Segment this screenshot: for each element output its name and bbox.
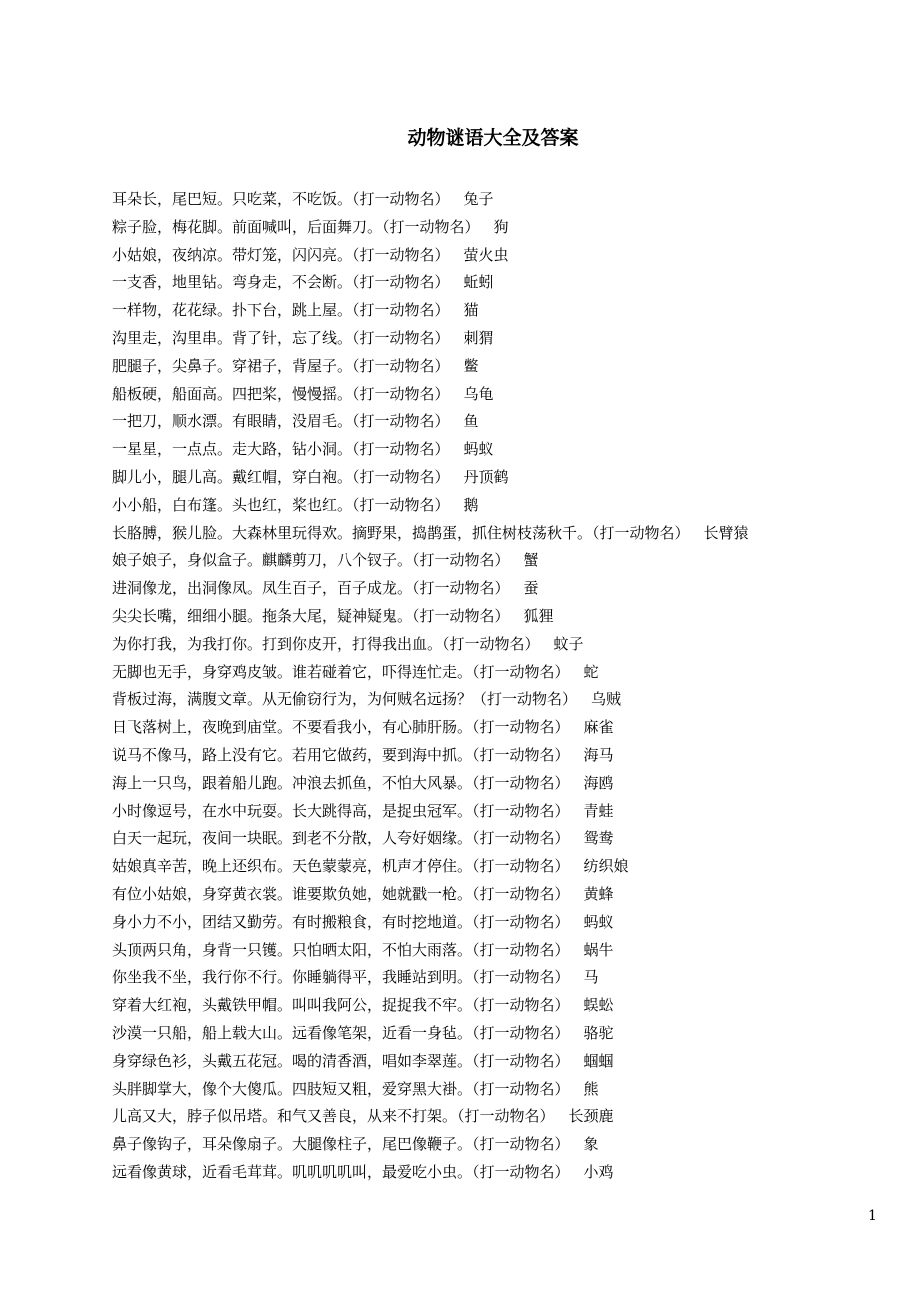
- riddle-text: 海上一只鸟，跟着船儿跑。冲浪去抓鱼，不怕大风暴。: [112, 773, 473, 792]
- riddle-answer: 刺猬: [463, 328, 494, 347]
- riddle-line: [112, 659, 902, 687]
- riddle-hint: （打一动物名）: [472, 1079, 570, 1098]
- riddle-answer: 鱼: [463, 412, 479, 431]
- riddle-text: 沟里走，沟里串。背了针，忘了线。: [112, 328, 353, 347]
- riddle-line: [112, 381, 902, 409]
- riddle-line: [112, 909, 902, 937]
- riddle-text: 头胖脚掌大，像个大傻瓜。四肢短又粗，爱穿黑大褂。: [112, 1079, 473, 1098]
- riddle-answer: 长颈鹿: [568, 1107, 614, 1126]
- riddle-answer: 青蛙: [583, 801, 614, 820]
- riddle-text: 儿高又大，脖子似吊塔。和气又善良，从来不打架。: [112, 1107, 458, 1126]
- riddle-line: [112, 214, 902, 242]
- riddle-text: 为你打我，为我打你。打到你皮开，打得我出血。: [112, 634, 443, 653]
- riddle-text: 你坐我不坐，我行你不行。你睡躺得平，我睡站到明。: [112, 968, 473, 987]
- riddle-hint: （打一动物名）: [472, 1162, 570, 1181]
- riddle-line: [112, 186, 902, 214]
- riddle-answer: 兔子: [463, 190, 494, 208]
- riddle-answer: 鸳鸯: [583, 829, 614, 848]
- riddle-hint: （打一动物名）: [472, 912, 570, 931]
- riddle-line: [112, 492, 902, 520]
- riddle-line: [112, 742, 902, 770]
- riddle-text: 姑娘真辛苦，晚上还织布。天色蒙蒙亮，机声才停住。: [112, 857, 473, 876]
- riddle-hint: （打一动物名）: [352, 467, 450, 486]
- riddle-answer: 小鸡: [583, 1162, 614, 1181]
- riddle-line: [112, 1103, 902, 1131]
- riddle-line: [112, 353, 902, 381]
- riddle-line: [112, 798, 902, 826]
- riddle-hint: （打一动物名）: [472, 773, 570, 792]
- riddle-answer: 丹顶鹤: [463, 467, 509, 486]
- riddle-text: 说马不像马，路上没有它。若用它做药，要到海中抓。: [112, 745, 473, 764]
- riddle-answer: 萤火虫: [463, 245, 509, 264]
- riddle-text: 船板硬，船面高。四把桨，慢慢摇。: [112, 384, 353, 403]
- riddle-text: 小时像逗号，在水中玩耍。长大跳得高，是捉虫冠军。: [112, 801, 473, 820]
- riddle-text: 耳朵长，尾巴短。只吃菜，不吃饭。: [112, 190, 353, 208]
- riddle-hint: （打一动物名）: [472, 1135, 570, 1154]
- riddle-text: 长胳膊，猴儿脸。大森林里玩得欢。摘野果，捣鹊蛋，抓住树枝荡秋千。: [112, 523, 593, 542]
- riddle-hint: （打一动物名）: [382, 217, 480, 236]
- riddle-line: [112, 1159, 902, 1187]
- riddle-hint: （打一动物名）: [472, 940, 570, 959]
- riddle-line: [112, 825, 902, 853]
- riddle-hint: （打一动物名）: [352, 356, 450, 375]
- riddle-text: 远看像黄球，近看毛茸茸。叽叽叽叽叫，最爱吃小虫。: [112, 1162, 473, 1181]
- riddle-hint: （打一动物名）: [352, 440, 450, 459]
- riddle-line: [112, 408, 902, 436]
- riddle-hint: （打一动物名）: [472, 690, 578, 709]
- riddle-hint: （打一动物名）: [472, 829, 570, 848]
- riddle-answer: 蚕: [523, 579, 539, 598]
- riddle-text: 一把刀，顺水漂。有眼睛，没眉毛。: [112, 412, 353, 431]
- riddle-line: [112, 1020, 902, 1048]
- riddle-hint: （打一动物名）: [352, 301, 450, 320]
- riddle-text: 进洞像龙，出洞像凤。凤生百子，百子成龙。: [112, 579, 413, 598]
- riddle-hint: （打一动物名）: [472, 996, 570, 1015]
- riddle-answer: 狗: [493, 217, 509, 236]
- riddle-hint: （打一动物名）: [592, 523, 690, 542]
- riddle-line: [112, 714, 902, 742]
- riddle-hint: （打一动物名）: [352, 273, 450, 292]
- riddle-text: 小姑娘，夜纳凉。带灯笼，闪闪亮。: [112, 245, 353, 264]
- riddle-hint: （打一动物名）: [472, 857, 570, 876]
- riddle-answer: 蟹: [523, 551, 539, 570]
- riddle-hint: （打一动物名）: [352, 190, 450, 208]
- riddle-line: [112, 881, 902, 909]
- riddle-line: [112, 464, 902, 492]
- riddle-hint: （打一动物名）: [472, 884, 570, 903]
- riddle-line: [112, 1076, 902, 1104]
- riddle-line: [112, 436, 902, 464]
- riddle-line: [112, 297, 902, 325]
- riddle-line: [112, 1048, 902, 1076]
- riddle-answer: 蜗牛: [583, 940, 614, 959]
- riddle-answer: 纺织娘: [583, 857, 629, 876]
- riddle-hint: （打一动物名）: [352, 245, 450, 264]
- riddle-answer: 马: [583, 968, 599, 987]
- riddle-text: 有位小姑娘，身穿黄衣裳。谁要欺负她，她就戳一枪。: [112, 884, 473, 903]
- riddle-text: 尖尖长嘴，细细小腿。拖条大尾，疑神疑鬼。: [112, 606, 413, 625]
- riddle-answer: 蛇: [583, 662, 599, 681]
- riddle-answer: 猫: [463, 301, 479, 320]
- riddle-text: 娘子娘子，身似盒子。麒麟剪刀，八个钗子。: [112, 551, 413, 570]
- riddle-answer: 长臂猿: [703, 523, 749, 542]
- riddle-text: 穿着大红袍，头戴铁甲帽。叫叫我阿公，捉捉我不牢。: [112, 996, 473, 1015]
- riddle-line: [112, 242, 902, 270]
- riddle-hint: （打一动物名）: [442, 634, 540, 653]
- riddle-line: [112, 937, 902, 965]
- riddle-line: [112, 964, 902, 992]
- riddle-text: 肥腿子，尖鼻子。穿裙子，背屋子。: [112, 356, 353, 375]
- riddle-answer: 乌龟: [463, 384, 494, 403]
- riddle-text: 小小船，白布篷。头也红，桨也红。: [112, 495, 353, 514]
- document-title: 动物谜语大全及答案: [407, 127, 579, 149]
- riddle-hint: （打一动物名）: [472, 745, 570, 764]
- riddle-answer: 鳖: [463, 356, 479, 375]
- riddle-line: [112, 686, 902, 714]
- riddle-text: 一样物，花花绿。扑下台，跳上屋。: [112, 301, 353, 320]
- riddle-line: [112, 1131, 902, 1159]
- riddle-answer: 象: [583, 1135, 599, 1154]
- riddle-hint: （打一动物名）: [472, 968, 570, 987]
- riddle-line: [112, 520, 902, 548]
- riddle-hint: （打一动物名）: [472, 801, 570, 820]
- riddle-text: 一支香，地里钻。弯身走，不会断。: [112, 273, 353, 292]
- riddle-hint: （打一动物名）: [472, 662, 570, 681]
- riddle-hint: （打一动物名）: [352, 328, 450, 347]
- riddle-answer: 熊: [583, 1079, 599, 1098]
- riddle-hint: （打一动物名）: [457, 1107, 555, 1126]
- riddle-text: 鼻子像钩子，耳朵像扇子。大腿像柱子，尾巴像鞭子。: [112, 1135, 473, 1154]
- riddle-answer: 海马: [583, 745, 614, 764]
- riddle-answer: 蝈蝈: [583, 1051, 614, 1070]
- riddle-answer: 蚯蚓: [463, 273, 494, 292]
- riddle-answer: 狐狸: [523, 606, 554, 625]
- riddle-answer: 乌贼: [591, 690, 622, 709]
- riddle-text: 一星星，一点点。走大路，钻小洞。: [112, 440, 353, 459]
- riddle-line: [112, 269, 902, 297]
- riddle-line: [112, 770, 902, 798]
- riddle-hint: （打一动物名）: [472, 718, 570, 737]
- riddle-answer: 骆驼: [583, 1023, 614, 1042]
- riddle-text: 脚儿小，腿儿高。戴红帽，穿白袍。: [112, 467, 353, 486]
- riddle-answer: 海鸥: [583, 773, 614, 792]
- riddle-text: 头顶两只角，身背一只镬。只怕晒太阳，不怕大雨落。: [112, 940, 473, 959]
- riddle-hint: （打一动物名）: [412, 579, 510, 598]
- riddle-hint: （打一动物名）: [472, 1023, 570, 1042]
- riddle-answer: 蜈蚣: [583, 996, 614, 1015]
- riddle-hint: （打一动物名）: [352, 384, 450, 403]
- riddle-line: [112, 631, 902, 659]
- riddle-text: 身小力不小，团结又勤劳。有时搬粮食，有时挖地道。: [112, 912, 473, 931]
- riddle-answer: 黄蜂: [583, 884, 614, 903]
- riddle-line: [112, 575, 902, 603]
- riddle-line: [112, 325, 902, 353]
- riddle-line: [112, 992, 902, 1020]
- riddle-text: 白天一起玩，夜间一块眠。到老不分散，人夸好姻缘。: [112, 829, 473, 848]
- riddle-text: 沙漠一只船，船上载大山。远看像笔架，近看一身毡。: [112, 1023, 473, 1042]
- riddle-hint: （打一动物名）: [412, 606, 510, 625]
- riddle-hint: （打一动物名）: [472, 1051, 570, 1070]
- riddle-list: [112, 186, 902, 1187]
- riddle-answer: 蚊子: [553, 634, 584, 653]
- riddle-hint: （打一动物名）: [412, 551, 510, 570]
- riddle-hint: （打一动物名）: [352, 495, 450, 514]
- riddle-text: 日飞落树上，夜晚到庙堂。不要看我小，有心肺肝肠。: [112, 718, 473, 737]
- riddle-text: 无脚也无手，身穿鸡皮皱。谁若碰着它，吓得连忙走。: [112, 662, 473, 681]
- riddle-answer: 蚂蚁: [583, 912, 614, 931]
- riddle-line: [112, 547, 902, 575]
- page-number: 1: [868, 1208, 877, 1224]
- riddle-answer: 蚂蚁: [463, 440, 494, 459]
- riddle-text: 粽子脸，梅花脚。前面喊叫，后面舞刀。: [112, 217, 383, 236]
- riddle-answer: 麻雀: [583, 718, 614, 737]
- riddle-line: [112, 853, 902, 881]
- riddle-text: 背板过海，满腹文章。从无偷窃行为，为何贼名远扬？: [112, 690, 473, 709]
- riddle-answer: 鹅: [463, 495, 479, 514]
- riddle-line: [112, 603, 902, 631]
- riddle-hint: （打一动物名）: [352, 412, 450, 431]
- riddle-text: 身穿绿色衫，头戴五花冠。喝的清香酒，唱如李翠莲。: [112, 1051, 473, 1070]
